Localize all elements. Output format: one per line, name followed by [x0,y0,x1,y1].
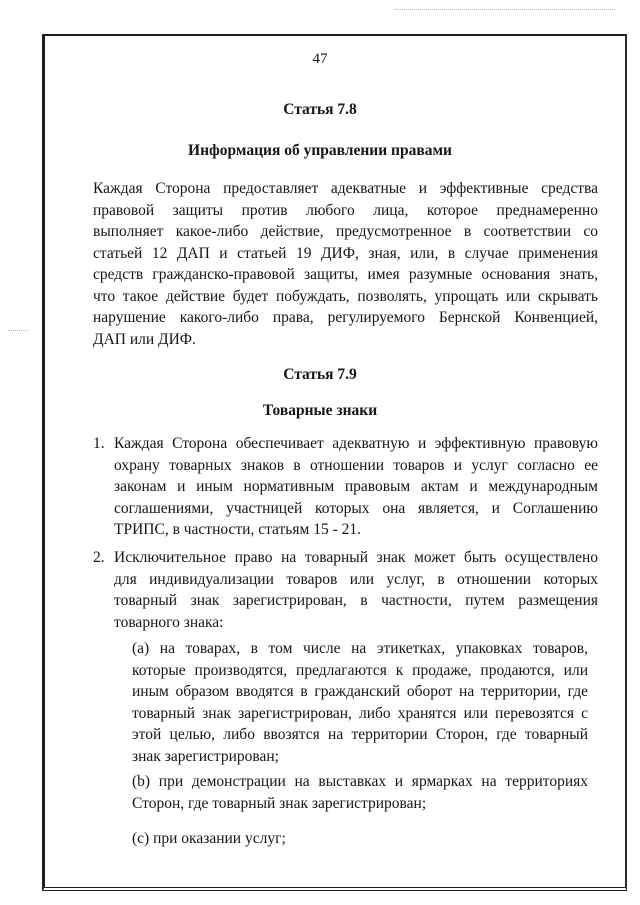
paragraph-line: Сторон, где товарный знак зарегистрирован; [132,794,427,812]
paragraph-line: Каждая Сторона обеспечивает адекватную и эффективную правовую [114,435,598,452]
paragraph-line: для индивидуализации товаров или услуг, в отношении которых [114,570,598,588]
item-1-number: 1. [93,435,105,452]
scan-artifact-left [8,330,28,332]
paragraph-line: (a) на товарах, в том числе на этикетках, упаковках товаров, [132,640,588,657]
article-7-8-title: Статья 7.8 [283,101,357,118]
article-7-9-subtitle: Товарные знаки [262,402,378,419]
paragraph-line: статьей 12 ДАП и статьей 19 ДИФ, зная, или, в случае применения [93,244,598,262]
page-number: 47 [312,51,328,67]
paragraph-line: знак зарегистрирован; [132,747,279,765]
paragraph-line: охрану товарных знаков в отношении товаров и услуг согласно ее [114,456,598,474]
article-7-9-title: Статья 7.9 [283,366,357,383]
paragraph-line: этой целью, либо ввозятся на территории Сторон, где товарный [132,726,588,743]
scan-artifact-top [395,9,615,11]
item-1-paragraph [114,433,598,541]
paragraph-line: что такое действие будет побуждать, позволять, упрощать или скрывать [93,287,598,305]
article-7-8-subtitle: Информация об управлении правами [188,142,452,159]
paragraph-line: правовой защиты против любого лица, которое преднамеренно [93,201,598,219]
paragraph-line: товарный знак зарегистрирован, в частности, путем размещения [114,592,598,609]
paragraph-line: (c) при оказании услуг; [132,830,286,847]
sub-item-c-paragraph [132,828,588,850]
paragraph-line: (b) при демонстрации на выставках и ярмарках на территориях [132,773,588,790]
paragraph-line: товарного знака: [114,613,224,631]
sub-item-a-paragraph [132,638,588,767]
paragraph-line: товарный знак зарегистрирован, либо хранятся или перевозятся с [132,704,588,722]
paragraph-line: которые производятся, предлагаются к продаже, продаются, или [132,661,588,679]
paragraph-line: иным образом вводятся в гражданский оборот на территории, где [132,683,588,700]
paragraph-line: нарушение какого-либо права, регулируемого Бернской Конвенцией, [93,309,598,326]
sub-item-b-paragraph [132,771,588,814]
paragraph-line: законам и иным нормативным правовым актам и международным [114,478,598,495]
paragraph-line: соглашениями, участницей которых она является, и Соглашению [114,499,598,517]
paragraph-line: ТРИПС, в частности, статьям 15 - 21. [114,521,361,538]
paragraph-line: Исключительное право на товарный знак может быть осуществлено [114,549,598,566]
paragraph-line: Каждая Сторона предоставляет адекватные и эффективные средства [93,180,598,197]
paragraph-line: средств гражданско-правовой защиты, имея разумные основания знать, [93,266,598,283]
paragraph-line: выполняет какое-либо действие, предусмотренное в соответствии со [93,223,598,240]
article-7-8-paragraph [93,178,598,350]
item-2-number: 2. [93,549,105,566]
paragraph-line: ДАП или ДИФ. [93,330,196,348]
item-2-paragraph [114,547,598,633]
